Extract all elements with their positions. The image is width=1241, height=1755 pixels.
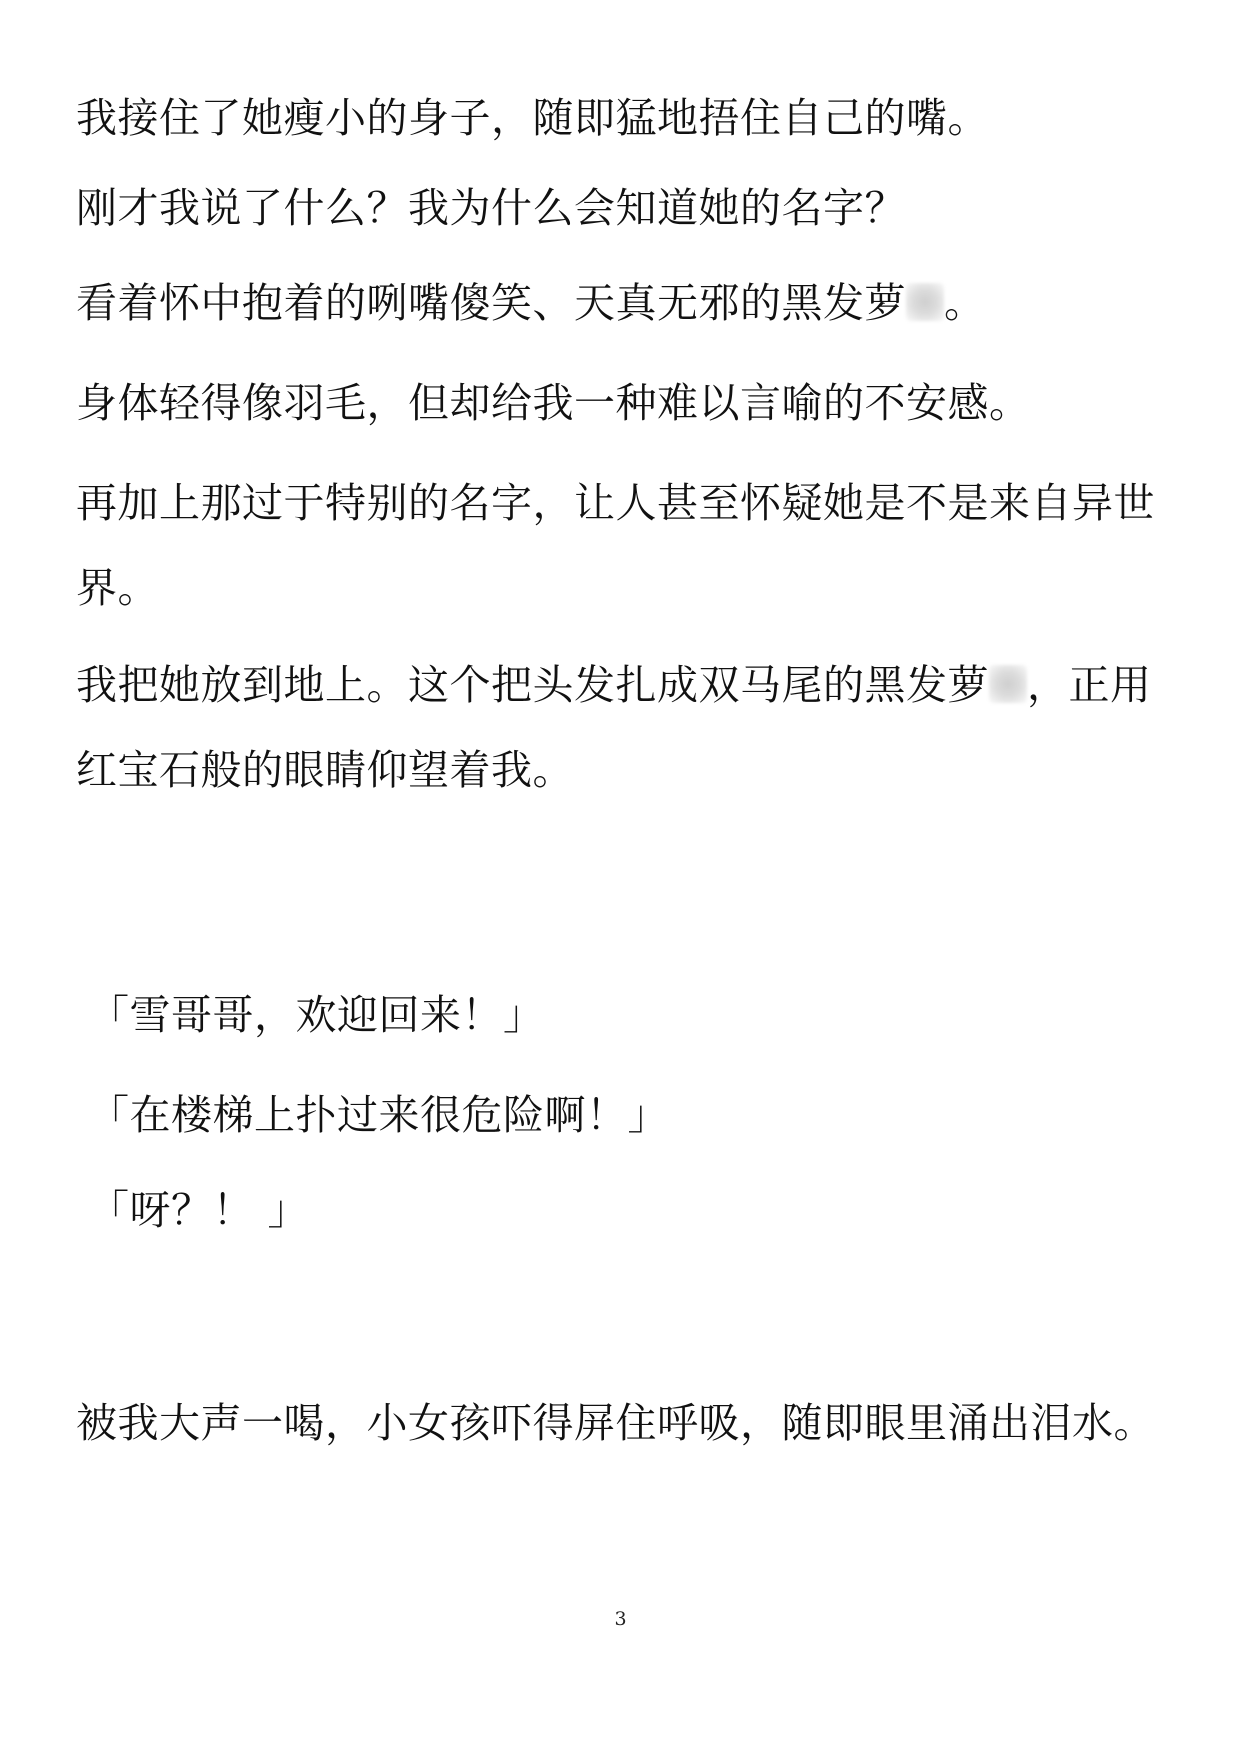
paragraph-6-end: ，正用 — [1027, 661, 1152, 709]
censored-blur — [989, 665, 1027, 703]
paragraph-3-text: 看着怀中抱着的咧嘴傻笑、天真无邪的黑发萝 — [76, 279, 906, 327]
paragraph-6-text: 我把她放到地上。这个把头发扎成双马尾的黑发萝 — [76, 661, 989, 709]
page-number: 3 — [614, 1608, 627, 1630]
dialogue-3: 「呀？！ 」 — [88, 1186, 310, 1234]
paragraph-5-line-2: 界。 — [76, 564, 159, 612]
paragraph-4: 身体轻得像羽毛，但却给我一种难以言喻的不安感。 — [76, 379, 1031, 427]
paragraph-1: 我接住了她瘦小的身子，随即猛地捂住自己的嘴。 — [76, 94, 989, 142]
dialogue-1: 「雪哥哥，欢迎回来！」 — [88, 991, 545, 1039]
censored-blur — [906, 283, 944, 321]
paragraph-3 — [76, 278, 986, 328]
paragraph-5-line-1: 再加上那过于特别的名字，让人甚至怀疑她是不是来自异世 — [76, 479, 1155, 527]
dialogue-2: 「在楼梯上扑过来很危险啊！」 — [88, 1091, 669, 1139]
paragraph-6-line-2: 红宝石般的眼睛仰望着我。 — [76, 746, 574, 794]
paragraph-3-end: 。 — [944, 279, 986, 327]
paragraph-6-line-1 — [76, 660, 1152, 710]
paragraph-2: 刚才我说了什么？我为什么会知道她的名字？ — [76, 184, 906, 232]
paragraph-7: 被我大声一喝，小女孩吓得屏住呼吸，随即眼里涌出泪水。 — [76, 1399, 1155, 1447]
